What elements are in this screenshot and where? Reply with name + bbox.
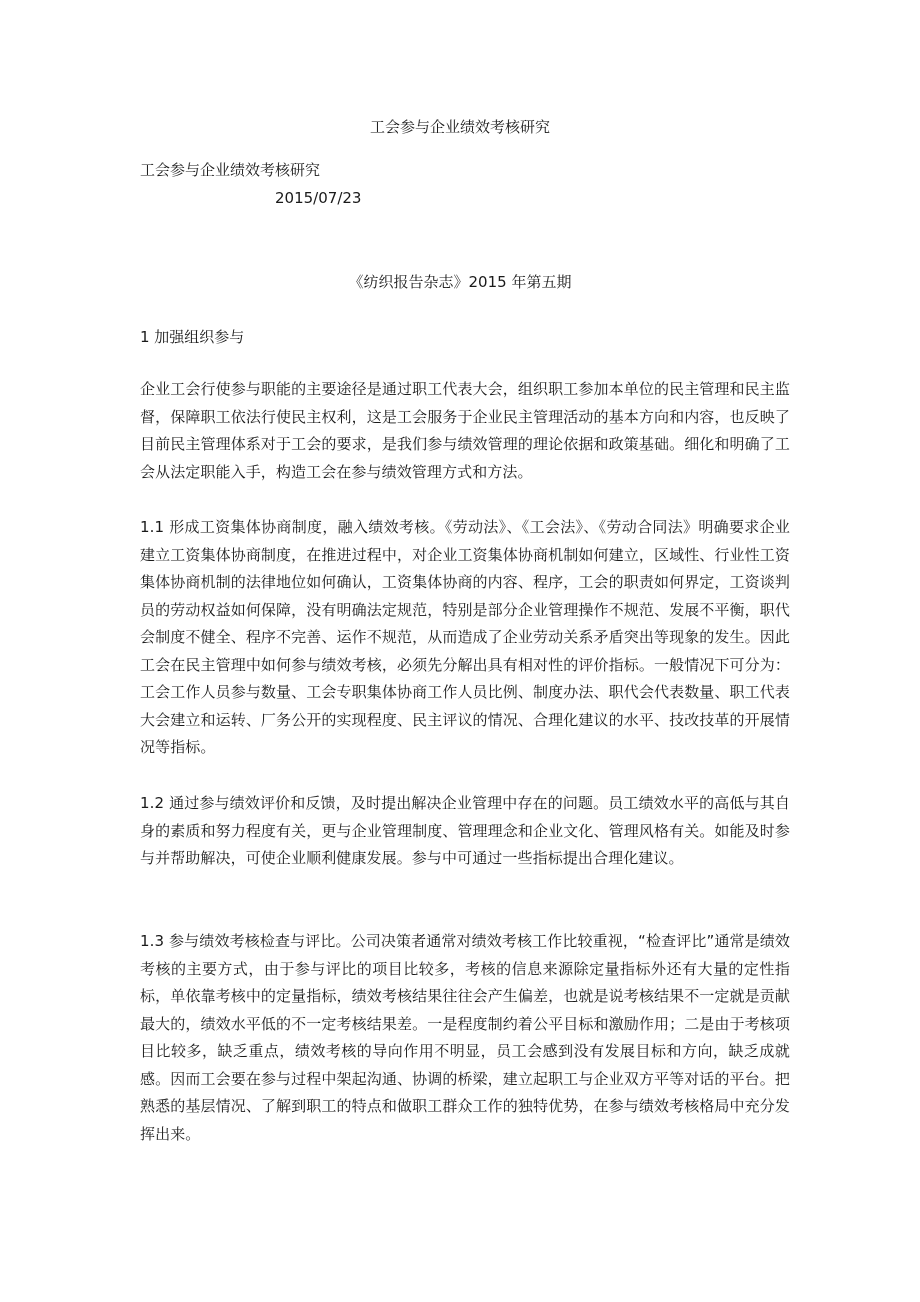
paragraph-1-1: 1.1 形成工资集体协商制度，融入绩效考核。《劳动法》、《工会法》、《劳动合同法》明确要求企业建立工资集体协商制度，在推进过程中，对企业工资集体协商机制如何建立，区域性、行业性工资集体协商机制的法律地位如何确认，工资集体协商的内容、程序，工会的职责如何界定，工资谈判员的劳动权益如何保障，没有明确法定规范，特别是部分企业管理操作不规范、发展不平衡，职代会制度不健全、程序不完善、运作不规范，从而造成了企业劳动关系矛盾突出等现象的发生。因此工会在民主管理中如何参与绩效考核，必须先分解出具有相对性的评价指标。一般情况下可分为：工会工作人员参与数量、工会专职集体协商工作人员比例、制度办法、职代会代表数量、职工代表大会建立和运转、厂务公开的实现程度、民主评议的情况、合理化建议的水平、技改技革的开展情况等指标。	[140, 518, 790, 756]
publish-date: 2015/07/23	[275, 189, 362, 207]
document-subtitle: 工会参与企业绩效考核研究	[140, 161, 321, 179]
paragraph-1-3: 1.3 参与绩效考核检查与评比。公司决策者通常对绩效考核工作比较重视，“检查评比”通常是绩效考核的主要方式，由于参与评比的项目比较多，考核的信息来源除定量指标外还有大量的定性指标，单依靠考核中的定量指标，绩效考核结果往往会产生偏差，也就是说考核结果不一定就是贡献最大的，绩效水平低的不一定考核结果差。一是程度制约着公平目标和激励作用；二是由于考核项目比较多，缺乏重点，绩效考核的导向作用不明显，员工会感到没有发展目标和方向，缺乏成就感。因而工会要在参与过程中架起沟通、协调的桥梁，建立起职工与企业双方平等对话的平台。把熟悉的基层情况、了解到职工的特点和做职工群众工作的独特优势，在参与绩效考核格局中充分发挥出来。	[140, 932, 790, 1143]
paragraph-intro: 企业工会行使参与职能的主要途径是通过职工代表大会，组织职工参加本单位的民主管理和民主监督，保障职工依法行使民主权利，这是工会服务于企业民主管理活动的基本方向和内容，也反映了目前民主管理体系对于工会的要求，是我们参与绩效管理的理论依据和政策基础。细化和明确了工会从法定职能入手，构造工会在参与绩效管理方式和方法。	[140, 380, 790, 481]
paragraph-1-2: 1.2 通过参与绩效评价和反馈，及时提出解决企业管理中存在的问题。员工绩效水平的高低与其自身的素质和努力程度有关，更与企业管理制度、管理理念和企业文化、管理风格有关。如能及时参与并帮助解决，可使企业顺利健康发展。参与中可通过一些指标提出合理化建议。	[140, 794, 790, 867]
section-heading: 1 加强组织参与	[140, 328, 245, 346]
document-title: 工会参与企业绩效考核研究	[369, 118, 550, 136]
journal-source: 《纺织报告杂志》2015 年第五期	[348, 273, 572, 291]
